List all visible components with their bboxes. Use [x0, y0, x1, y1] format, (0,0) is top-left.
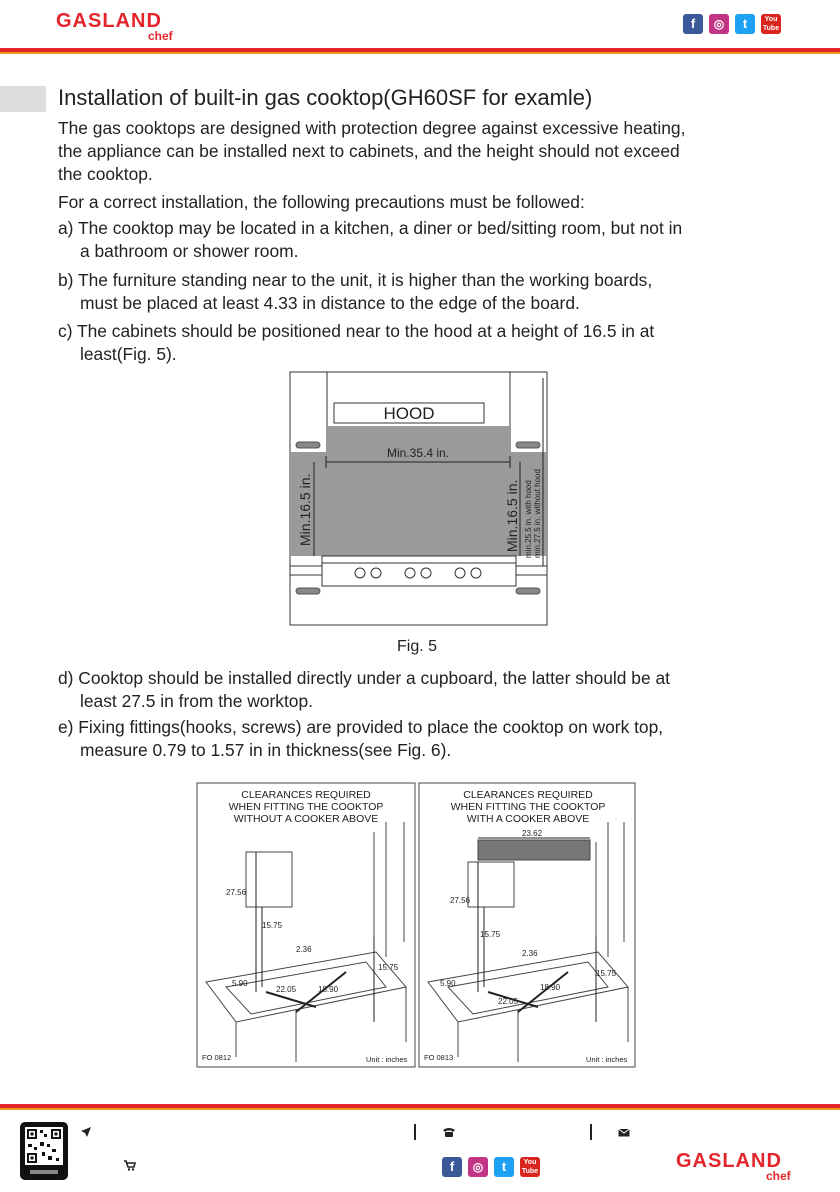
fig5-min-width: Min.35.4 in. [386, 446, 450, 460]
footer-divider-2 [590, 1124, 592, 1140]
fig5-without-hood: min.27.5 in. without hood [533, 469, 542, 558]
fig6-left-heading-2: WHEN FITTING THE COOKTOP [228, 801, 384, 813]
fig6-right-d5: 22.05 [498, 997, 519, 1006]
section-tab [0, 86, 46, 112]
footer-brand-logo: GASLAND [676, 1150, 782, 1172]
intro-line-1: The gas cooktops are designed with protection degree against excessive heating, [58, 118, 686, 138]
footer-facebook-icon[interactable]: f [442, 1157, 462, 1177]
twitter-icon[interactable]: t [735, 14, 755, 34]
fig6-left-d5: 22.05 [276, 985, 297, 994]
footer-divider-1 [414, 1124, 416, 1140]
footer-instagram-icon[interactable]: ◎ [468, 1157, 488, 1177]
fig6-right-d1: 27.56 [450, 896, 471, 905]
instagram-icon[interactable]: ◎ [709, 14, 729, 34]
item-b-line2: must be placed at least 4.33 in distance to the edge of the board. [80, 292, 580, 313]
fig5-diagram [288, 370, 550, 628]
footer-youtube-icon[interactable]: You Tube [521, 1159, 539, 1175]
fig6-left-unit: Unit : inches [366, 1055, 408, 1064]
item-b [58, 269, 788, 314]
fig6-right-code: FO 0813 [424, 1053, 454, 1062]
item-e-line2: measure 0.79 to 1.57 in in thickness(see Fig. 6). [80, 739, 452, 760]
fig6-left-heading-1: CLEARANCES REQUIRED [241, 789, 371, 801]
fig5-with-hood: min.25.5 in. with hood [524, 480, 533, 558]
fig6-left-d1: 27.56 [226, 888, 247, 897]
footer-twitter-icon[interactable]: t [494, 1157, 514, 1177]
header-orange-bar [0, 52, 840, 54]
cart-icon[interactable] [124, 1160, 136, 1171]
item-b-line1: b) The furniture standing near to the unit, it is higher than the working boards, [58, 270, 653, 290]
phone-icon [442, 1127, 456, 1137]
fig6-right-d7: 5.90 [440, 979, 456, 988]
fig6-right-diagram [418, 782, 636, 1068]
fig6-right-d4: 15.75 [596, 969, 617, 978]
qr-code[interactable] [20, 1122, 68, 1180]
fig6-right-unit: Unit : inches [586, 1055, 628, 1064]
item-c-line2: least(Fig. 5). [80, 343, 177, 364]
fig6-left-d2: 15.75 [262, 921, 283, 930]
fig6-left-d6: 18.90 [318, 985, 339, 994]
facebook-icon[interactable]: f [683, 14, 703, 34]
fig6-left-heading-3: WITHOUT A COOKER ABOVE [233, 813, 379, 825]
page-title: Installation of built-in gas cooktop(GH60SF for examle) [58, 85, 593, 110]
item-e-line1: e) Fixing fittings(hooks, screws) are provided to place the cooktop on work top, [58, 717, 664, 737]
item-c-line1: c) The cabinets should be positioned near to the hood at a height of 16.5 in at [58, 321, 655, 341]
fig5-min-left: Min.16.5 in. [297, 473, 313, 546]
youtube-icon[interactable]: You Tube [762, 16, 780, 32]
fig6-right-heading-1: CLEARANCES REQUIRED [463, 789, 593, 801]
item-d-line2: least 27.5 in from the worktop. [80, 690, 313, 711]
location-icon [80, 1126, 92, 1138]
fig6-left-d4: 15.75 [378, 963, 399, 972]
item-a [58, 217, 788, 262]
fig6-left-d7: 5.90 [232, 979, 248, 988]
fig6-right-d3: 2.36 [522, 949, 538, 958]
mail-icon [618, 1127, 630, 1137]
brand-logo: GASLAND [56, 10, 162, 32]
intro-line-3: the cooktop. [58, 164, 153, 184]
fig6-right-d0: 23.62 [522, 829, 543, 838]
item-d-line1: d) Cooktop should be installed directly under a cupboard, the latter should be at [58, 668, 670, 688]
fig6-right-heading-2: WHEN FITTING THE COOKTOP [450, 801, 606, 813]
intro-line-2: the appliance can be installed next to cabinets, and the height should not exceed [58, 141, 680, 161]
fig6-left-diagram [196, 782, 416, 1068]
fig6-left-d3: 2.36 [296, 945, 312, 954]
item-a-line1: a) The cooktop may be located in a kitchen, a diner or bed/sitting room, but not in [58, 218, 683, 238]
fig5-caption: Fig. 5 [397, 638, 438, 655]
fig5-min-right: Min.16.5 in. [504, 479, 520, 552]
fig5-hood-label: HOOD [383, 404, 435, 423]
brand-logo-sub: chef [148, 29, 173, 43]
item-d [58, 667, 788, 712]
item-a-line2: a bathroom or shower room. [80, 240, 299, 261]
item-c [58, 320, 788, 365]
footer-orange-bar [0, 1108, 840, 1110]
fig6-right-d2: 15.75 [480, 930, 501, 939]
fig6-right-d6: 18.90 [540, 983, 561, 992]
precautions-lead: For a correct installation, the following precautions must be followed: [58, 192, 585, 212]
item-e [58, 716, 788, 761]
fig6-left-code: FO 0812 [202, 1053, 232, 1062]
footer-brand-logo-sub: chef [766, 1169, 791, 1183]
fig6-right-heading-3: WITH A COOKER ABOVE [466, 813, 590, 825]
